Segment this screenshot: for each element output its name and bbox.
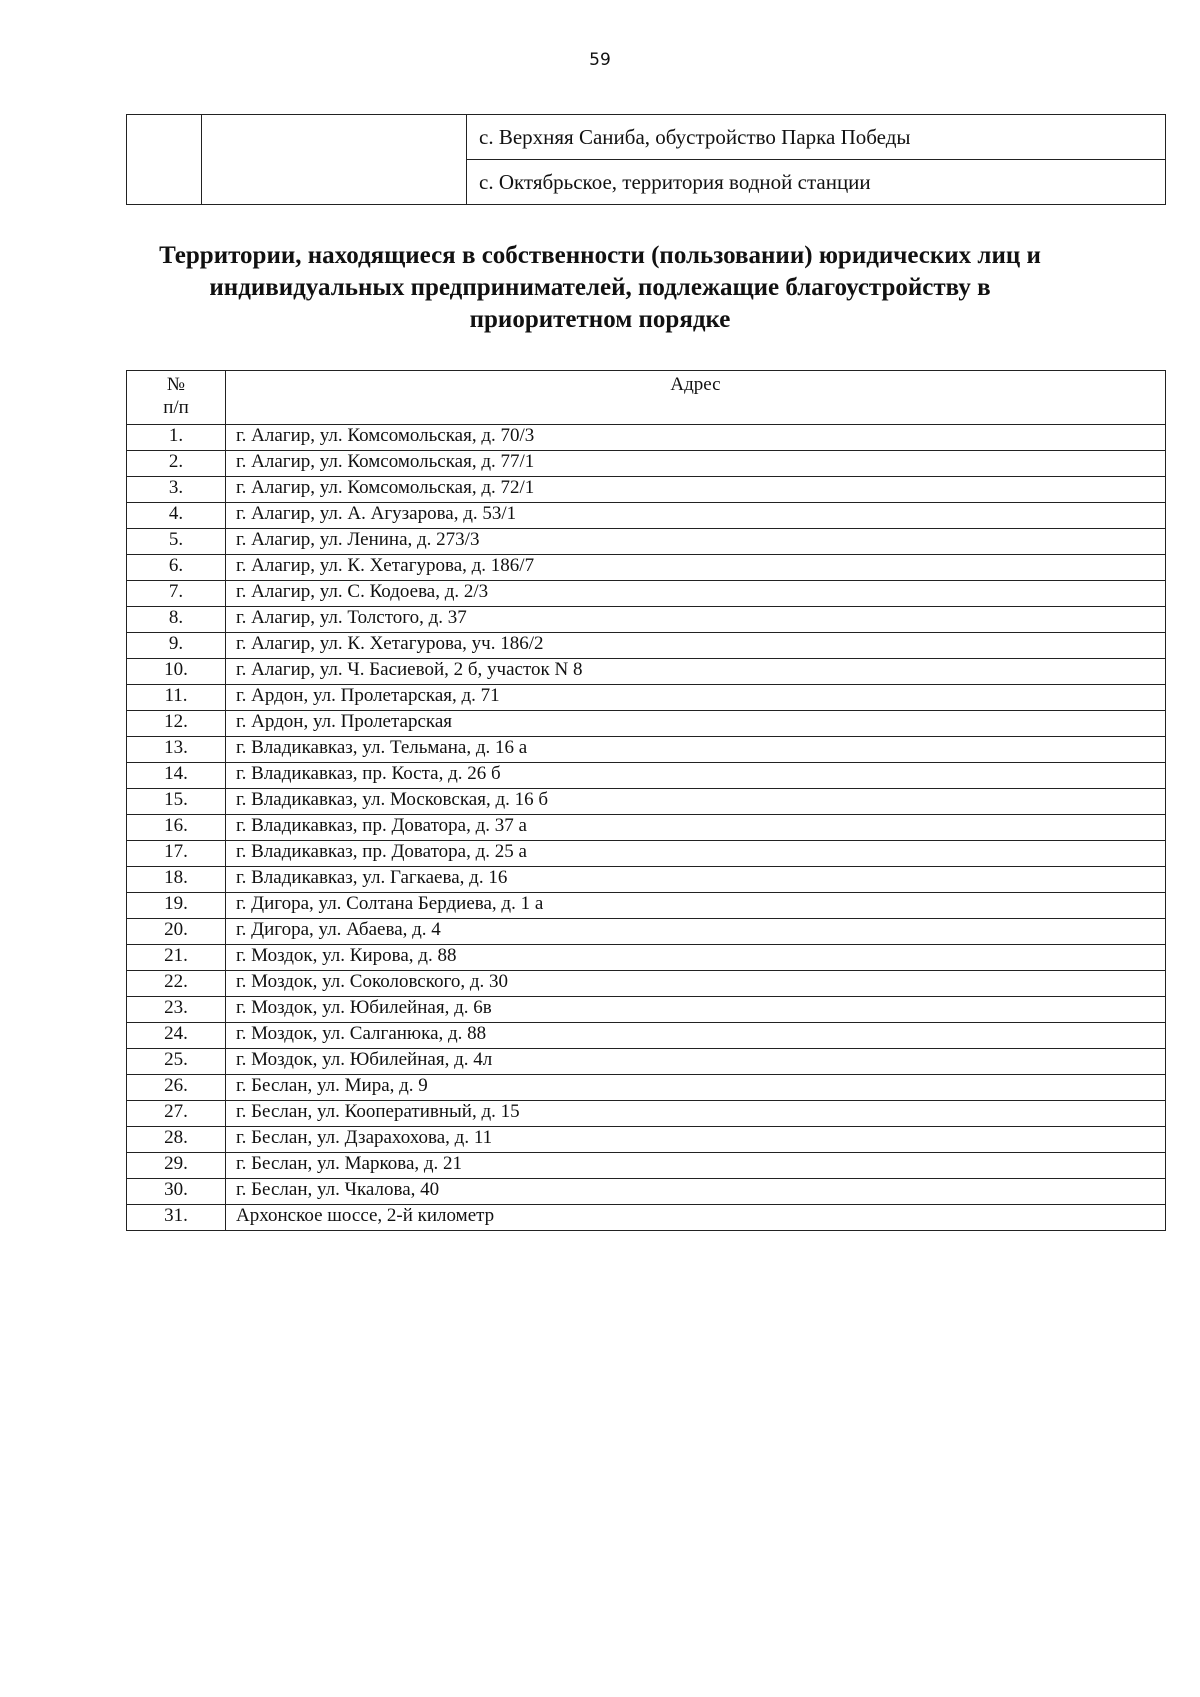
table-row — [127, 815, 1166, 841]
row-address: г. Владикавказ, ул. Тельмана, д. 16 а — [226, 737, 1166, 763]
row-address: г. Владикавказ, ул. Московская, д. 16 б — [226, 789, 1166, 815]
table-row — [127, 919, 1166, 945]
row-number: 10. — [127, 659, 226, 685]
row-address: г. Дигора, ул. Абаева, д. 4 — [226, 919, 1166, 945]
heading-line: приоритетном порядке — [469, 306, 731, 333]
row-address: Архонское шоссе, 2-й километр — [226, 1205, 1166, 1231]
row-number: 17. — [127, 841, 226, 867]
table-row — [127, 685, 1166, 711]
row-number: 24. — [127, 1023, 226, 1049]
table-body — [127, 425, 1166, 1231]
row-number: 22. — [127, 971, 226, 997]
table-row — [127, 971, 1166, 997]
table-row — [127, 581, 1166, 607]
table-row — [127, 1205, 1166, 1231]
page-number: 59 — [589, 50, 611, 70]
row-number: 1. — [127, 425, 226, 451]
row-address: г. Алагир, ул. Толстого, д. 37 — [226, 607, 1166, 633]
table-row — [127, 529, 1166, 555]
row-address: г. Алагир, ул. К. Хетагурова, уч. 186/2 — [226, 633, 1166, 659]
heading-line: Территории, находящиеся в собственности (пользовании) юридических лиц и — [159, 242, 1041, 269]
row-address: г. Дигора, ул. Солтана Бердиева, д. 1 а — [226, 893, 1166, 919]
table-row — [127, 945, 1166, 971]
row-number: 29. — [127, 1153, 226, 1179]
row-number: 2. — [127, 451, 226, 477]
row-address: г. Алагир, ул. С. Кодоева, д. 2/3 — [226, 581, 1166, 607]
row-number: 11. — [127, 685, 226, 711]
table-row — [127, 893, 1166, 919]
row-number: 4. — [127, 503, 226, 529]
row-address: г. Ардон, ул. Пролетарская, д. 71 — [226, 685, 1166, 711]
section-heading — [100, 240, 1100, 336]
row-number: 20. — [127, 919, 226, 945]
row-number: 31. — [127, 1205, 226, 1231]
table-row — [127, 633, 1166, 659]
continuation-table — [126, 114, 1166, 205]
row-number: 14. — [127, 763, 226, 789]
row-number: 18. — [127, 867, 226, 893]
row-number: 3. — [127, 477, 226, 503]
table-row — [127, 1153, 1166, 1179]
table-row — [127, 997, 1166, 1023]
table-row — [127, 503, 1166, 529]
row-number: 23. — [127, 997, 226, 1023]
table-row — [127, 737, 1166, 763]
row-address: г. Моздок, ул. Юбилейная, д. 6в — [226, 997, 1166, 1023]
row-address: г. Алагир, ул. А. Агузарова, д. 53/1 — [226, 503, 1166, 529]
row-number: 13. — [127, 737, 226, 763]
table-row — [127, 789, 1166, 815]
row-address: г. Беслан, ул. Мира, д. 9 — [226, 1075, 1166, 1101]
row-number: 6. — [127, 555, 226, 581]
row-number: 25. — [127, 1049, 226, 1075]
table-row — [127, 763, 1166, 789]
table-row — [127, 841, 1166, 867]
row-address: г. Моздок, ул. Соколовского, д. 30 — [226, 971, 1166, 997]
address-cell: с. Верхняя Саниба, обустройство Парка Победы — [467, 115, 1166, 160]
table-row — [127, 659, 1166, 685]
column-header-number — [127, 371, 226, 425]
row-number: 26. — [127, 1075, 226, 1101]
row-address: г. Алагир, ул. Ч. Басиевой, 2 б, участок N 8 — [226, 659, 1166, 685]
table-row — [127, 1075, 1166, 1101]
row-number: 9. — [127, 633, 226, 659]
row-address: г. Владикавказ, пр. Коста, д. 26 б — [226, 763, 1166, 789]
row-number: 7. — [127, 581, 226, 607]
row-address: г. Беслан, ул. Дзарахохова, д. 11 — [226, 1127, 1166, 1153]
table-row — [127, 477, 1166, 503]
row-address: г. Алагир, ул. Ленина, д. 273/3 — [226, 529, 1166, 555]
address-cell: с. Октябрьское, территория водной станции — [467, 160, 1166, 205]
row-number: 30. — [127, 1179, 226, 1205]
table-row — [127, 1127, 1166, 1153]
empty-cell — [127, 115, 202, 205]
row-address: г. Алагир, ул. К. Хетагурова, д. 186/7 — [226, 555, 1166, 581]
row-address: г. Беслан, ул. Чкалова, 40 — [226, 1179, 1166, 1205]
table-row — [127, 555, 1166, 581]
table-header-row — [127, 371, 1166, 425]
table-row — [127, 425, 1166, 451]
row-address: г. Беслан, ул. Маркова, д. 21 — [226, 1153, 1166, 1179]
row-address: г. Алагир, ул. Комсомольская, д. 77/1 — [226, 451, 1166, 477]
table-row — [127, 1023, 1166, 1049]
addresses-table — [126, 370, 1166, 1231]
row-number: 28. — [127, 1127, 226, 1153]
table-row — [127, 1179, 1166, 1205]
row-address: г. Алагир, ул. Комсомольская, д. 72/1 — [226, 477, 1166, 503]
heading-line: индивидуальных предпринимателей, подлежащие благоустройству в — [209, 274, 991, 301]
table-row — [127, 607, 1166, 633]
row-address: г. Беслан, ул. Кооперативный, д. 15 — [226, 1101, 1166, 1127]
column-header-number-line1: № — [166, 374, 186, 395]
row-number: 21. — [127, 945, 226, 971]
row-address: г. Моздок, ул. Кирова, д. 88 — [226, 945, 1166, 971]
row-number: 15. — [127, 789, 226, 815]
table-row — [127, 451, 1166, 477]
row-address: г. Алагир, ул. Комсомольская, д. 70/3 — [226, 425, 1166, 451]
row-number: 12. — [127, 711, 226, 737]
table-row — [127, 711, 1166, 737]
row-address: г. Владикавказ, пр. Доватора, д. 25 а — [226, 841, 1166, 867]
row-number: 5. — [127, 529, 226, 555]
row-address: г. Владикавказ, ул. Гагкаева, д. 16 — [226, 867, 1166, 893]
row-number: 8. — [127, 607, 226, 633]
empty-cell — [202, 115, 467, 205]
row-address: г. Моздок, ул. Салганюка, д. 88 — [226, 1023, 1166, 1049]
table-row — [127, 115, 1166, 160]
table-row — [127, 1049, 1166, 1075]
table-row — [127, 867, 1166, 893]
row-address: г. Моздок, ул. Юбилейная, д. 4л — [226, 1049, 1166, 1075]
row-address: г. Ардон, ул. Пролетарская — [226, 711, 1166, 737]
row-number: 27. — [127, 1101, 226, 1127]
row-number: 19. — [127, 893, 226, 919]
column-header-address: Адрес — [226, 371, 1166, 425]
row-address: г. Владикавказ, пр. Доватора, д. 37 а — [226, 815, 1166, 841]
table-row — [127, 1101, 1166, 1127]
row-number: 16. — [127, 815, 226, 841]
column-header-number-line2: п/п — [163, 397, 189, 418]
